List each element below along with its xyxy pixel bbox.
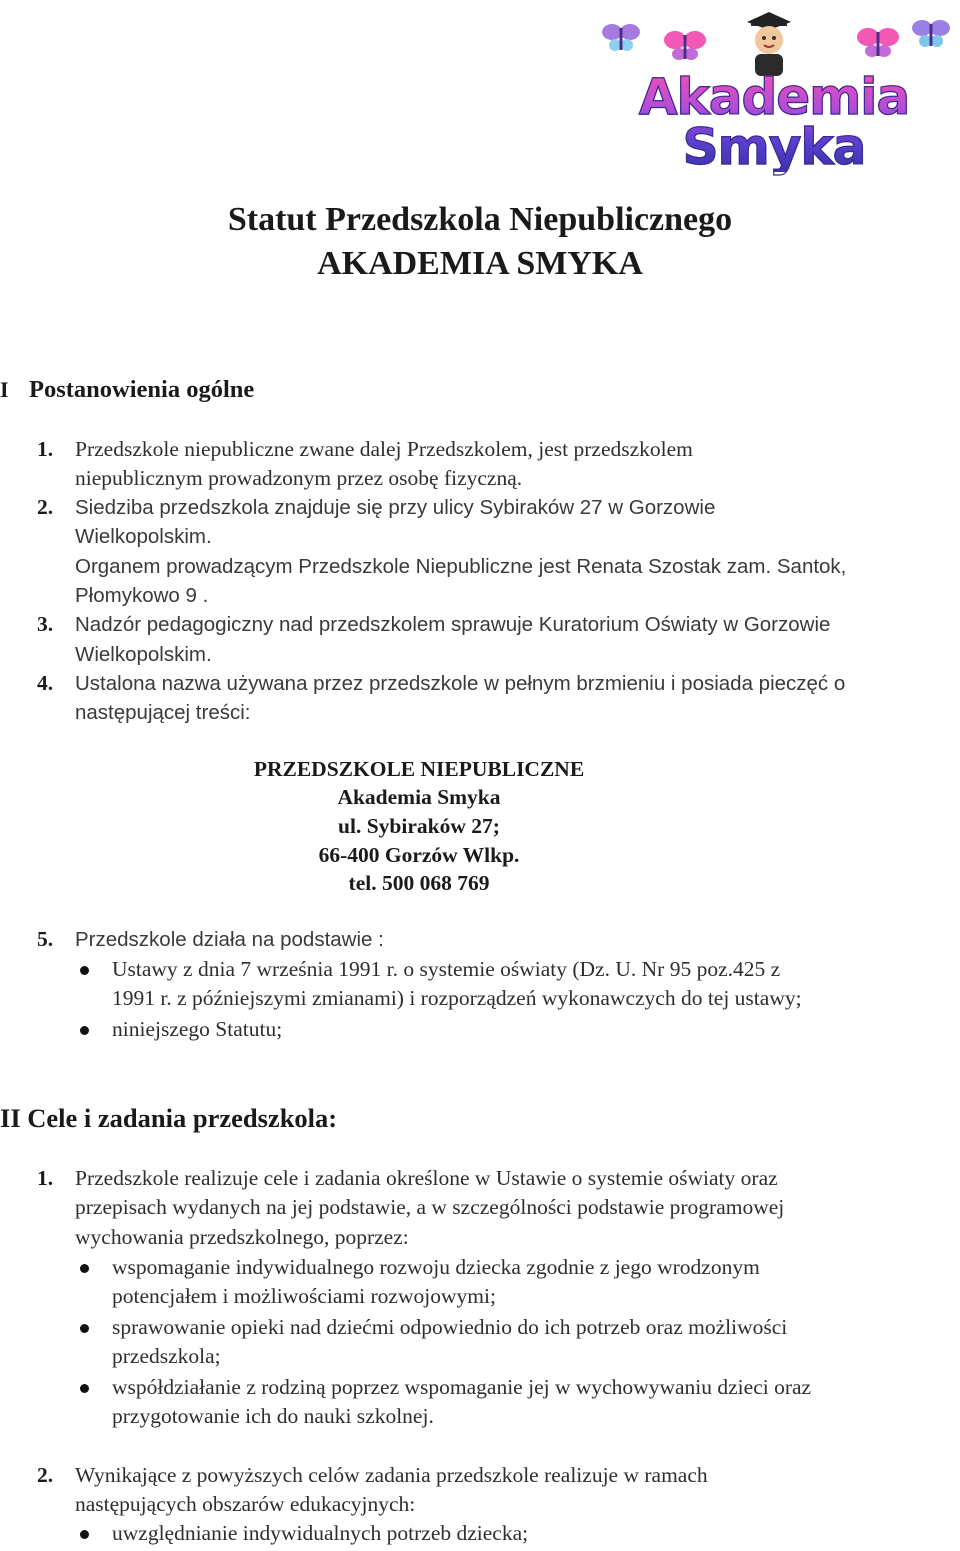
item-number: 1. (37, 1166, 54, 1190)
bullet-text-line: 1991 r. z późniejszymi zmianami) i rozporządzeń wykonawczych do tej ustawy; (112, 986, 802, 1010)
item-text-line: Ustalona nazwa używana przez przedszkole w pełnym brzmieniu i posiada pieczęć o (75, 672, 846, 695)
graduate-child-icon (747, 12, 791, 76)
item-text-line: następujących obszarów edukacyjnych: (75, 1492, 416, 1516)
item-number: 5. (37, 927, 54, 951)
butterfly-icon (857, 28, 899, 57)
item-text-line: Przedszkole realizuje cele i zadania określone w Ustawie o systemie oświaty oraz (75, 1166, 778, 1190)
stamp-line: PRZEDSZKOLE NIEPUBLICZNE (253, 757, 585, 781)
butterfly-icon (912, 20, 950, 47)
item-number: 2. (37, 1463, 54, 1487)
stamp-line: ul. Sybiraków 27; (338, 814, 500, 838)
section-2-heading: II Cele i zadania przedszkola: (0, 1103, 338, 1133)
item-text-line: przepisach wydanych na jej podstawie, a w szczególności podstawie programowej (75, 1195, 785, 1219)
item-text-line: następującej treści: (75, 701, 251, 724)
stamp-line: tel. 500 068 769 (348, 871, 490, 895)
bullet-text-line: sprawowanie opieki nad dziećmi odpowiednio do ich potrzeb oraz możliwości (112, 1315, 788, 1339)
item-number: 2. (37, 495, 54, 519)
bullet-text-line: uwzględnianie indywidualnych potrzeb dziecka; (112, 1521, 529, 1545)
bullet-point (80, 1530, 89, 1539)
item-text-line: Wielkopolskim. (75, 525, 212, 548)
akademia-smyka-logo (593, 10, 955, 176)
item-text-line: niepublicznym prowadzonym przez osobę fizyczną. (75, 466, 523, 490)
document-title-line1: Statut Przedszkola Niepublicznego (227, 201, 733, 238)
document-title-line2: AKADEMIA SMYKA (317, 245, 643, 282)
bullet-text-line: Ustawy z dnia 7 września 1991 r. o systemie oświaty (Dz. U. Nr 95 poz.425 z (112, 957, 781, 981)
section-1-numeral: I (0, 377, 9, 402)
item-text-line: Wielkopolskim. (75, 643, 212, 666)
stamp-line: 66-400 Gorzów Wlkp. (318, 843, 520, 867)
bullet-point (80, 966, 89, 975)
bullet-point (80, 1324, 89, 1333)
logo-wordmark: Akademia Smyka (593, 72, 955, 172)
bullet-text-line: przedszkola; (112, 1344, 221, 1368)
butterfly-icon (602, 24, 640, 51)
bullet-text-line: przygotowanie ich do nauki szkolnej. (112, 1404, 434, 1428)
item-text-line: Płomykowo 9 . (75, 584, 209, 607)
bullet-text-line: potencjałem i możliwościami rozwojowymi; (112, 1284, 496, 1308)
bullet-text-line: współdziałanie z rodziną poprzez wspomaganie jej w wychowywaniu dzieci oraz (112, 1375, 812, 1399)
item-text-line: Nadzór pedagogiczny nad przedszkolem sprawuje Kuratorium Oświaty w Gorzowie (75, 613, 831, 636)
item-number: 4. (37, 671, 54, 695)
item-text-line: wychowania przedszkolnego, poprzez: (75, 1225, 409, 1249)
item-number: 1. (37, 437, 54, 461)
butterfly-icon (664, 31, 706, 60)
bullet-point (80, 1384, 89, 1393)
section-1-heading: Postanowienia ogólne (29, 376, 255, 403)
item-number: 3. (37, 612, 54, 636)
item-text-line: Wynikające z powyższych celów zadania przedszkole realizuje w ramach (75, 1463, 708, 1487)
bullet-point (80, 1264, 89, 1273)
bullet-text-line: niniejszego Statutu; (112, 1017, 283, 1041)
item-text-line: Przedszkole działa na podstawie : (75, 928, 384, 951)
bullet-point (80, 1026, 89, 1035)
item-text-line: Siedziba przedszkola znajduje się przy ulicy Sybiraków 27 w Gorzowie (75, 496, 716, 519)
item-text-line: Przedszkole niepubliczne zwane dalej Przedszkolem, jest przedszkolem (75, 437, 693, 461)
stamp-line: Akademia Smyka (337, 785, 501, 809)
bullet-text-line: wspomaganie indywidualnego rozwoju dziecka zgodnie z jego wrodzonym (112, 1255, 760, 1279)
item-text-line: Organem prowadzącym Przedszkole Niepubliczne jest Renata Szostak zam. Santok, (75, 555, 847, 578)
